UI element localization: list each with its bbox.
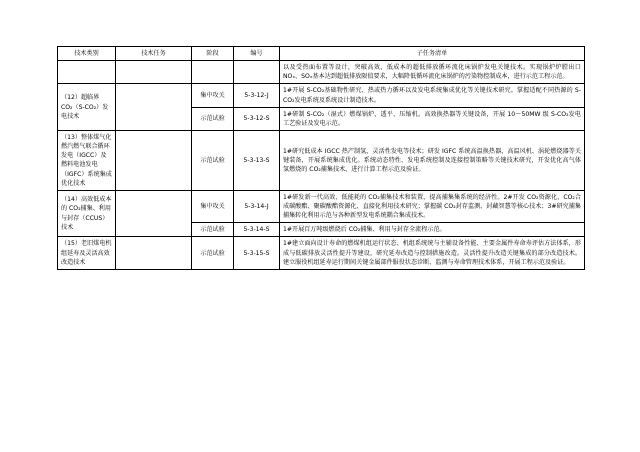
table-row	[58, 84, 585, 107]
column-header-code: 编号	[234, 47, 280, 61]
cell-code: 5-3-14-J	[234, 190, 280, 222]
cell-stage: 集中攻关	[192, 190, 234, 222]
cell-code: 5-3-14-S	[234, 223, 280, 237]
cell-category	[58, 61, 116, 84]
cell-task	[116, 130, 192, 190]
cell-subtasks: 1#建立面向设计寿命的燃煤机组运行状态、机组系统统与主辅设备性能、主要金属件寿命寿评估方法体系，形成与低碳排放灵活性提升等建设，研究延寿改造与控制措施改造。灵活性提升改造关键集成的部分改造技术。建立服役机组延寿运行期间关键金属部件服役状态诊断、监测与寿命管理技术体系，开展工程示范及验证。	[280, 237, 585, 269]
column-header-stage: 阶段	[192, 47, 234, 61]
cell-subtasks: 1#研发新一代高效、低能耗的 CO₂捕集技术和装置，提高捕集集系统的经济性。2#开发 CO₂资源化、CO₂合成碳酸酯、聚碳酸酯资源化、直接化利用技术研究；掌握碳 CO₂封存监测、封藏智慧等核心技术；3#研究捕集捕集转化利用示范与各种新型发电系统耦合集成技术。	[280, 190, 585, 222]
cell-stage: 示范试验	[192, 223, 234, 237]
cell-stage: 集中攻关	[192, 84, 234, 107]
cell-code	[234, 61, 280, 84]
cell-subtasks: 1#开展百万吨级燃烧后 CO₂捕集、利用与封存全流程示范。	[280, 223, 585, 237]
cell-code: 5-3-13-S	[234, 130, 280, 190]
cell-stage: 示范试验	[192, 107, 234, 130]
table-body	[58, 61, 585, 270]
table-row	[58, 190, 585, 222]
cell-subtasks: 1#开展 S-CO₂基础物性研究、热或热力循环以及发电系统集成优化等关键技术研究。掌握适配不同热源的 S-CO₂发电系统及系统设计制造技术。	[280, 84, 585, 107]
cell-stage: 示范试验	[192, 130, 234, 190]
cell-category: （13）整体煤气化燃汽燃气联合循环发电（IGCC）及燃料电池发电（IGFC）系统集成优化技术	[58, 130, 116, 190]
cell-task	[116, 237, 192, 269]
table-row	[58, 237, 585, 269]
cell-category: （14）高效低成本的 CO₂捕集、利用与封存（CCUS）技术	[58, 190, 116, 237]
column-header-task: 技术任务	[116, 47, 192, 61]
cell-stage	[192, 61, 234, 84]
cell-subtasks: 1#研究低成本 IGCC 热产制氢、灵活性发电等技术；研发 IGFC 系统高温换热器、高温风机、涡轮燃烧器等关键装备，开展系统集成优化。系统动态特性、发电系统控制及连接控制策略等关键技术研究，开发优化高气体氢燃烧的 CO₂捕集技术，进行计算工程示范及验证。	[280, 130, 585, 190]
table-row	[58, 130, 585, 190]
table-header	[58, 47, 585, 61]
cell-category: （12）超临界 CO₂（S-CO₂）发电技术	[58, 84, 116, 131]
cell-code: 5-3-15-S	[234, 237, 280, 269]
cell-category: （15）老旧煤电机组延寿及灵活高效改造技术	[58, 237, 116, 269]
table-row	[58, 61, 585, 84]
cell-code: 5-3-12-S	[234, 107, 280, 130]
cell-subtasks: 以及受热面布置等设计，突破高效、低成本的超低排放循环流化床锅炉发电关键技术。实现锅炉炉膛出口 NOₓ、SOₓ基本达到超低排放限值要求，大幅降低循环流化床锅炉的污染物控制成本，进行示范工程示范。	[280, 61, 585, 84]
column-header-category: 技术类别	[58, 47, 116, 61]
technology-task-table	[57, 46, 585, 270]
cell-subtasks: 1#研制 S-CO₂（湿式）燃煤锅炉、透平、压缩机。高效换热器等关键设备，开展 10～50MW 级 S-CO₂发电工艺验证及发电示范。	[280, 107, 585, 130]
cell-task	[116, 190, 192, 237]
cell-code: 5-3-12-J	[234, 84, 280, 107]
cell-task	[116, 61, 192, 84]
technology-task-table-wrapper	[57, 46, 584, 270]
cell-stage: 示范试验	[192, 237, 234, 269]
cell-task	[116, 84, 192, 131]
column-header-subtasks: 子任务清单	[280, 47, 585, 61]
table-header-row	[58, 47, 585, 61]
